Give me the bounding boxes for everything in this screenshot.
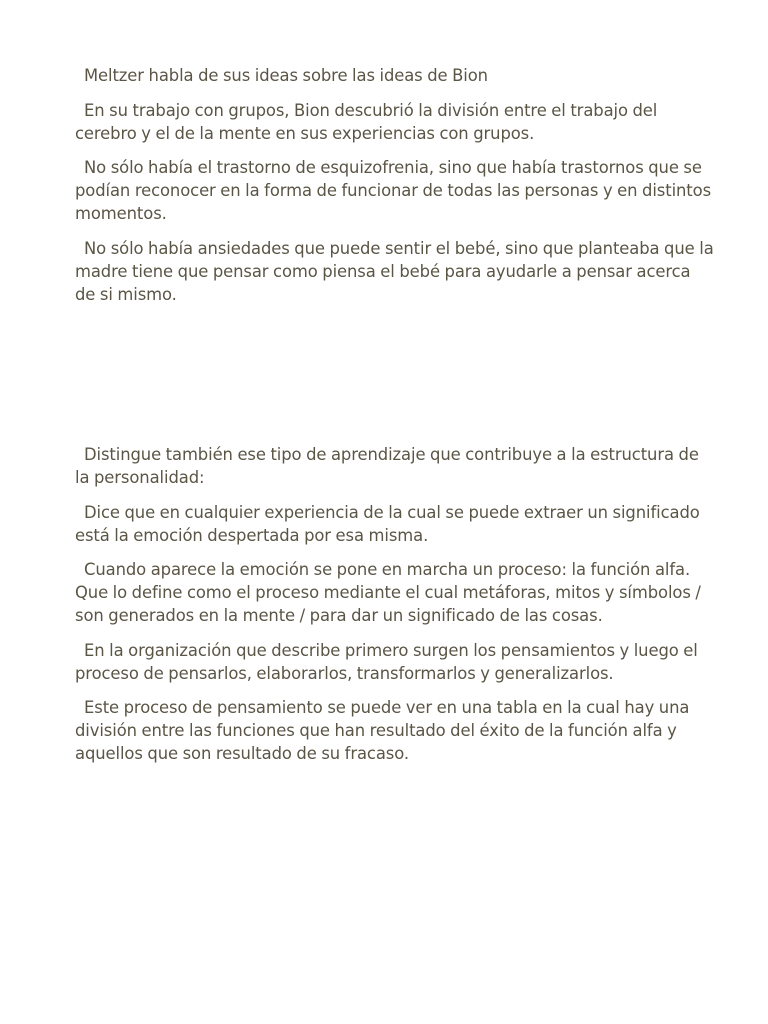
- paragraph-funcion-alfa: Cuando aparece la emoción se pone en marcha un proceso: la función alfa. Que lo define como el proceso mediante el cual metáforas, mitos y símbolos / son generados en la mente / para dar un significado de las cosas.: [75, 560, 701, 625]
- text-block-bottom: [75, 443, 715, 777]
- paragraph-ansiedades: No sólo había ansiedades que puede sentir el bebé, sino que planteaba que la madre tiene que pensar como piensa el bebé para ayudarle a pensar acerca de si mismo.: [75, 238, 714, 304]
- text-block-top: [75, 64, 715, 317]
- paragraph-meltzer: Meltzer habla de sus ideas sobre las ideas de Bion: [84, 66, 488, 85]
- paragraph-esquizofrenia: No sólo había el trastorno de esquizofrenia, sino que había trastornos que se podían reconocer en la forma de funcionar de todas las personas y en distintos momentos.: [75, 158, 712, 223]
- paragraph-significado: Dice que en cualquier experiencia de la cual se puede extraer un significado está la emoción despertada por esa misma.: [75, 502, 700, 545]
- paragraph-aprendizaje: Distingue también ese tipo de aprendizaje que contribuye a la estructura de la personalidad:: [75, 445, 699, 487]
- paragraph-organizacion: En la organización que describe primero surgen los pensamientos y luego el proceso de pensarlos, elaborarlos, transformarlos y generalizarlos.: [75, 640, 698, 683]
- paragraph-grupos: En su trabajo con grupos, Bion descubrió la división entre el trabajo del cerebro y el de la mente en sus experiencias con grupos.: [75, 100, 658, 143]
- paragraph-tabla: Este proceso de pensamiento se puede ver en una tabla en la cual hay una división entre las funciones que han resultado del éxito de la función alfa y aquellos que son resultado de su fracaso.: [75, 698, 690, 763]
